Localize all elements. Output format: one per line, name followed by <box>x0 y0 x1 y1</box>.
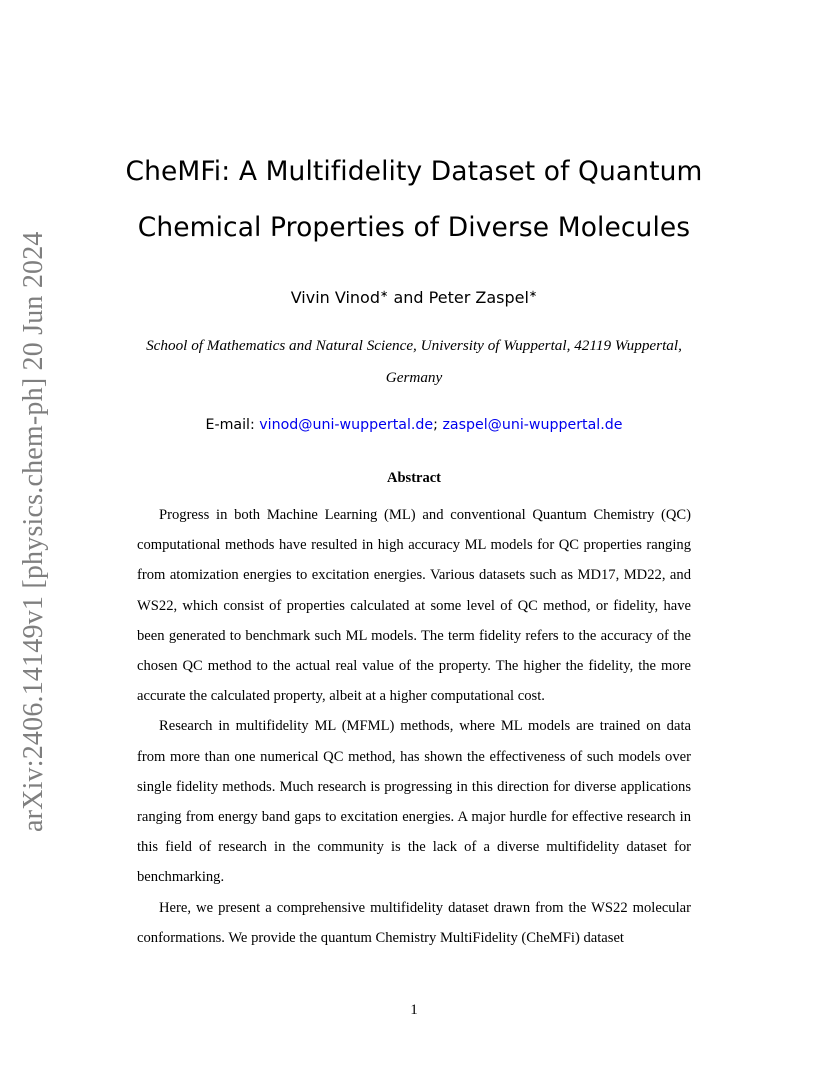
email-separator: ; <box>433 417 443 433</box>
abstract-paragraph: Research in multifidelity ML (MFML) methods, where ML models are trained on data from more than one numerical QC method, has shown the effectiveness of such models over single fidelity methods. Much research is progressing in this direction for diverse applications ranging from energy band gaps to excitation energies. A major hurdle for effective research in this field of research in the community is the lack of a diverse multifidelity dataset for benchmarking. <box>137 718 691 886</box>
email-link-zaspel[interactable]: zaspel@uni-wuppertal.de <box>442 417 623 433</box>
author-vivin-vinod: Vivin Vinod <box>290 288 380 307</box>
abstract-body <box>137 500 691 953</box>
paper-title-line-2: Chemical Properties of Diverse Molecules <box>137 212 691 243</box>
email-label: E-mail: <box>205 417 260 433</box>
author-1-affiliation-mark: ∗ <box>380 289 389 300</box>
affiliation-line-1: School of Mathematics and Natural Science, University of Wuppertal, 42119 Wuppertal, <box>146 337 682 354</box>
author-conjunction: and <box>388 288 429 307</box>
arxiv-identifier-stamp: arXiv:2406.14149v1 [physics.chem-ph] 20 Jun 2024 <box>18 231 49 832</box>
author-peter-zaspel: Peter Zaspel <box>428 288 529 307</box>
affiliation-line-2: Germany <box>385 369 443 386</box>
paper-title <box>0 144 828 256</box>
author-2-affiliation-mark: ∗ <box>528 289 538 300</box>
paper-title-line-1: CheMFi: A Multifidelity Dataset of Quantum <box>125 156 703 187</box>
email-line <box>0 413 828 437</box>
abstract-paragraph: Progress in both Machine Learning (ML) and conventional Quantum Chemistry (QC) computational methods have resulted in high accuracy ML models for QC properties ranging from atomization energies to excitation energies. Various datasets such as MD17, MD22, and WS22, which consist of properties calculated at some level of QC method, or fidelity, have been generated to benchmark such ML models. The term fidelity refers to the accuracy of the chosen QC method to the actual real value of the property. The higher the fidelity, the more accurate the calculated property, albeit at a higher computational cost. <box>137 507 691 705</box>
abstract-heading: Abstract <box>387 470 441 486</box>
abstract-paragraph: Here, we present a comprehensive multifidelity dataset drawn from the WS22 molecular conformations. We provide the quantum Chemistry MultiFidelity (CheMFi) dataset <box>137 899 691 946</box>
author-list <box>0 283 828 310</box>
email-link-vinod[interactable]: vinod@uni-wuppertal.de <box>259 417 434 433</box>
page-number: 1 <box>410 1002 418 1018</box>
affiliation <box>100 330 728 394</box>
